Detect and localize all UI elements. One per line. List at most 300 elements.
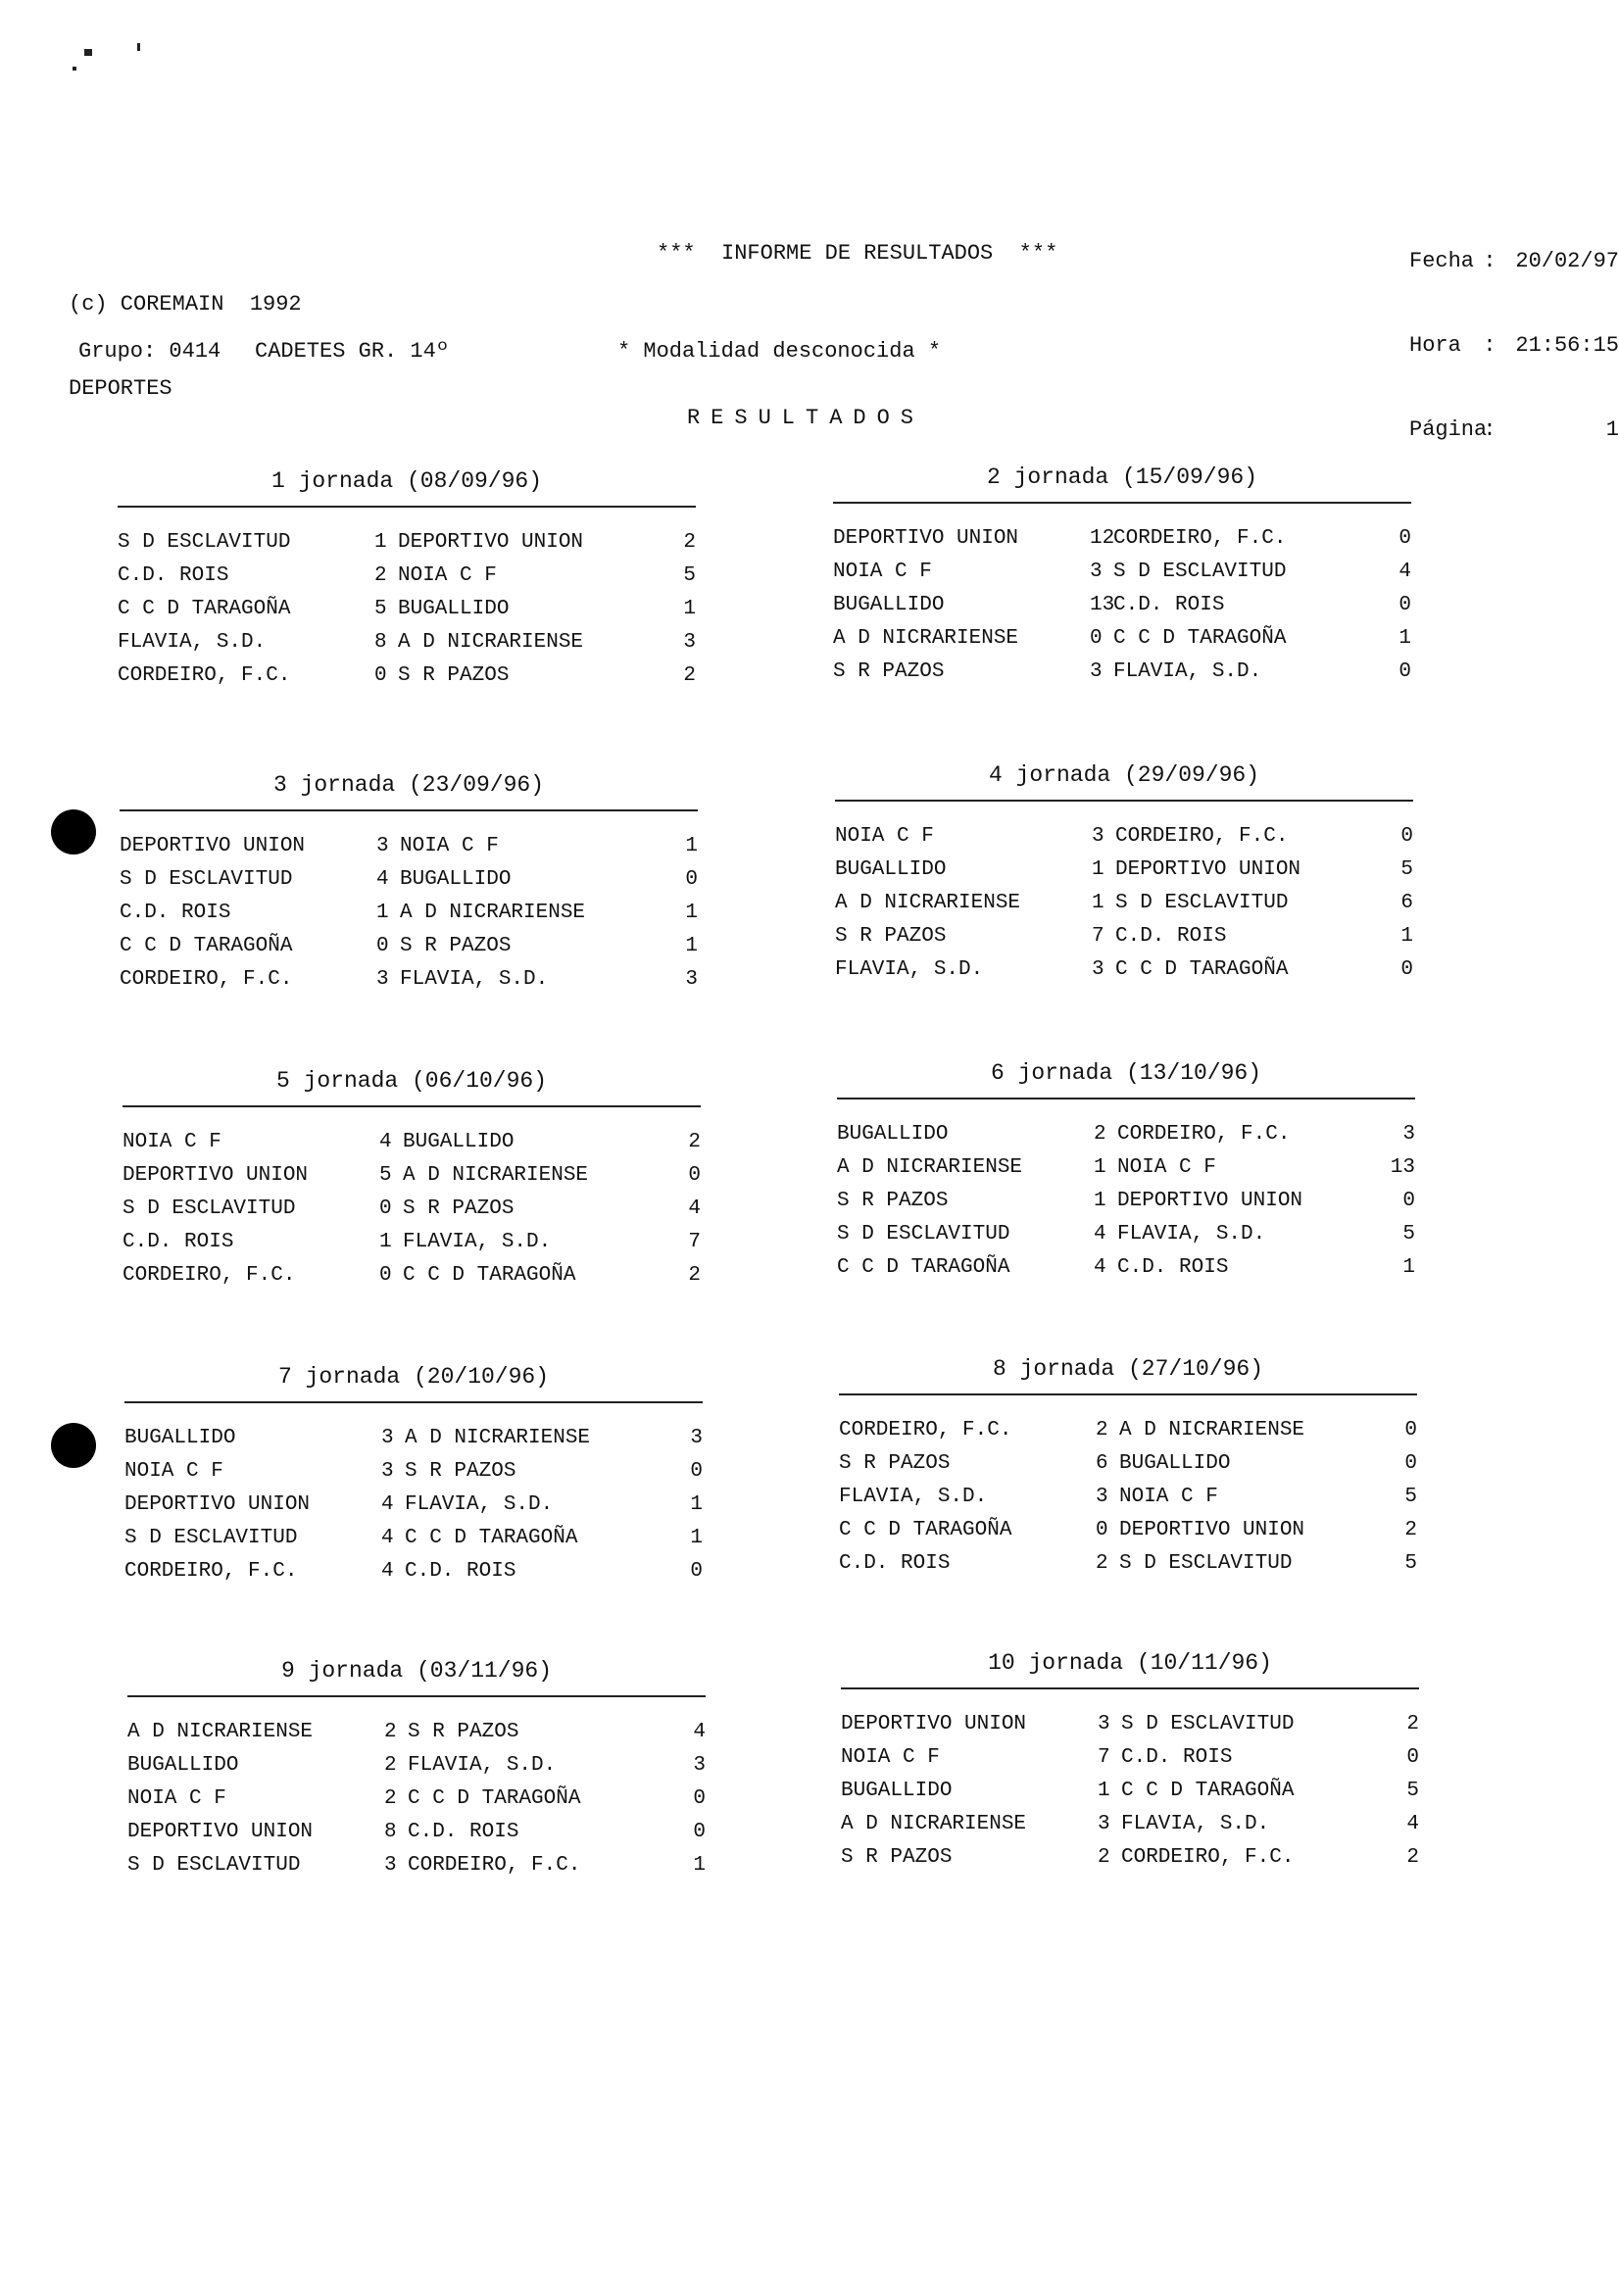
fecha-label: Fecha (1409, 249, 1475, 273)
match-row (124, 1554, 703, 1588)
away-score: 0 (1402, 1189, 1415, 1212)
home-team: C.D. ROIS (123, 1230, 234, 1253)
away-team: C C D TARAGOÑA (408, 1786, 581, 1810)
away-team: CORDEIRO, F.C. (1121, 1845, 1295, 1869)
match-row (124, 1521, 703, 1554)
round-divider (837, 1098, 1415, 1099)
home-team: S D ESCLAVITUD (120, 867, 293, 891)
round-title: 3 jornada (23/09/96) (272, 772, 545, 798)
away-score: 7 (688, 1230, 701, 1253)
away-score: 1 (690, 1492, 703, 1516)
home-score: 4 (379, 1130, 392, 1153)
scan-speck (73, 67, 76, 71)
home-score: 4 (381, 1492, 394, 1516)
away-score: 0 (1406, 1745, 1419, 1769)
round-title: 8 jornada (27/10/96) (992, 1356, 1264, 1382)
home-score: 3 (1090, 659, 1103, 683)
home-score: 8 (374, 630, 387, 654)
away-score: 5 (1400, 857, 1413, 881)
away-team: FLAVIA, S.D. (1121, 1812, 1270, 1835)
away-team: FLAVIA, S.D. (1113, 659, 1262, 683)
home-team: S R PAZOS (835, 924, 947, 948)
home-team: BUGALLIDO (124, 1426, 236, 1449)
home-score: 8 (384, 1820, 397, 1843)
away-team: DEPORTIVO UNION (1115, 857, 1301, 881)
home-team: DEPORTIVO UNION (120, 834, 306, 857)
home-team: C C D TARAGOÑA (837, 1255, 1010, 1279)
home-team: A D NICRARIENSE (833, 626, 1019, 650)
home-score: 1 (1098, 1779, 1110, 1802)
round-divider (127, 1695, 706, 1697)
home-team: A D NICRARIENSE (127, 1720, 314, 1743)
home-score: 7 (1092, 924, 1104, 948)
punch-hole (51, 809, 96, 855)
away-team: FLAVIA, S.D. (400, 967, 549, 991)
away-score: 1 (685, 901, 698, 924)
match-row (120, 896, 698, 929)
match-row (118, 592, 696, 625)
scan-speck (84, 49, 92, 56)
pagina-sep: : (1483, 417, 1496, 442)
away-score: 5 (1404, 1485, 1417, 1508)
home-team: CORDEIRO, F.C. (120, 967, 293, 991)
home-score: 1 (374, 530, 387, 554)
match-row (123, 1158, 701, 1192)
away-team: NOIA C F (398, 563, 497, 587)
home-score: 0 (379, 1263, 392, 1287)
away-score: 13 (1390, 1155, 1415, 1179)
home-score: 1 (379, 1230, 392, 1253)
match-row (123, 1125, 701, 1158)
match-row (118, 659, 696, 692)
away-score: 4 (1398, 560, 1411, 583)
match-row (839, 1513, 1417, 1546)
round-block (841, 1650, 1419, 1874)
home-team: S D ESCLAVITUD (127, 1853, 301, 1877)
match-row (118, 625, 696, 659)
round-block (123, 1068, 701, 1292)
home-team: S R PAZOS (841, 1845, 953, 1869)
round-divider (124, 1401, 703, 1403)
away-team: A D NICRARIENSE (405, 1426, 591, 1449)
away-team: S R PAZOS (400, 934, 512, 957)
round-block (839, 1356, 1417, 1580)
away-team: S R PAZOS (408, 1720, 519, 1743)
group-modality: * Modalidad desconocida * (617, 339, 942, 364)
home-team: S R PAZOS (837, 1189, 949, 1212)
away-score: 0 (1404, 1418, 1417, 1441)
away-team: CORDEIRO, F.C. (1117, 1122, 1291, 1146)
home-team: C.D. ROIS (839, 1551, 951, 1575)
away-score: 0 (1400, 957, 1413, 981)
away-score: 5 (1406, 1779, 1419, 1802)
punch-hole (51, 1423, 96, 1468)
home-score: 2 (1094, 1122, 1106, 1146)
away-score: 0 (693, 1786, 706, 1810)
group-line (78, 339, 941, 364)
round-title: 9 jornada (03/11/96) (280, 1658, 553, 1684)
away-team: FLAVIA, S.D. (405, 1492, 554, 1516)
home-team: BUGALLIDO (835, 857, 947, 881)
home-team: DEPORTIVO UNION (833, 526, 1019, 550)
match-row (835, 919, 1413, 953)
match-row (839, 1413, 1417, 1446)
away-team: BUGALLIDO (1119, 1451, 1231, 1475)
home-score: 2 (384, 1786, 397, 1810)
home-team: S D ESCLAVITUD (124, 1526, 298, 1549)
match-row (123, 1225, 701, 1258)
away-score: 2 (1406, 1845, 1419, 1869)
away-score: 1 (690, 1526, 703, 1549)
away-team: DEPORTIVO UNION (1117, 1189, 1303, 1212)
home-score: 3 (1098, 1712, 1110, 1735)
home-score: 7 (1098, 1745, 1110, 1769)
home-team: CORDEIRO, F.C. (124, 1559, 298, 1583)
away-score: 0 (688, 1163, 701, 1187)
home-score: 2 (1098, 1845, 1110, 1869)
home-team: DEPORTIVO UNION (124, 1492, 311, 1516)
match-row (120, 929, 698, 962)
away-team: A D NICRARIENSE (403, 1163, 589, 1187)
round-divider (839, 1393, 1417, 1395)
away-team: C C D TARAGOÑA (403, 1263, 576, 1287)
home-team: FLAVIA, S.D. (835, 957, 984, 981)
scan-speck (137, 43, 140, 51)
pagina-value: 1 (1605, 417, 1619, 442)
match-row (839, 1546, 1417, 1580)
match-row (837, 1117, 1415, 1150)
away-team: S R PAZOS (403, 1197, 515, 1220)
home-team: C.D. ROIS (118, 563, 229, 587)
away-team: BUGALLIDO (403, 1130, 515, 1153)
home-team: A D NICRARIENSE (841, 1812, 1027, 1835)
round-block (835, 762, 1413, 986)
away-team: A D NICRARIENSE (1119, 1418, 1305, 1441)
round-divider (123, 1105, 701, 1107)
home-score: 3 (1098, 1812, 1110, 1835)
away-team: S R PAZOS (398, 663, 510, 687)
match-row (118, 559, 696, 592)
report-title: *** INFORME DE RESULTADOS *** (657, 241, 1058, 266)
round-title: 5 jornada (06/10/96) (275, 1068, 548, 1094)
home-team: NOIA C F (835, 824, 934, 848)
home-team: DEPORTIVO UNION (127, 1820, 314, 1843)
match-row (841, 1740, 1419, 1774)
home-team: NOIA C F (127, 1786, 226, 1810)
away-score: 4 (688, 1197, 701, 1220)
away-team: FLAVIA, S.D. (408, 1753, 557, 1777)
away-score: 4 (1406, 1812, 1419, 1835)
away-team: NOIA C F (1119, 1485, 1218, 1508)
round-divider (841, 1687, 1419, 1689)
hora-row (1409, 333, 1619, 366)
away-score: 3 (685, 967, 698, 991)
home-score: 3 (381, 1459, 394, 1483)
home-score: 5 (379, 1163, 392, 1187)
round-divider (835, 800, 1413, 802)
away-team: C.D. ROIS (1113, 593, 1225, 616)
home-team: BUGALLIDO (841, 1779, 953, 1802)
home-team: NOIA C F (124, 1459, 223, 1483)
match-row (835, 953, 1413, 986)
hora-label: Hora (1409, 333, 1461, 358)
match-row (837, 1217, 1415, 1250)
round-block (124, 1364, 703, 1588)
home-team: DEPORTIVO UNION (841, 1712, 1027, 1735)
away-team: C.D. ROIS (1121, 1745, 1233, 1769)
home-team: FLAVIA, S.D. (839, 1485, 988, 1508)
home-team: S R PAZOS (833, 659, 945, 683)
away-score: 0 (685, 867, 698, 891)
round-divider (833, 502, 1411, 504)
home-score: 4 (1094, 1222, 1106, 1246)
home-team: C C D TARAGOÑA (118, 597, 291, 620)
home-score: 1 (376, 901, 389, 924)
away-team: A D NICRARIENSE (400, 901, 586, 924)
match-row (127, 1782, 706, 1815)
home-score: 3 (376, 967, 389, 991)
away-team: CORDEIRO, F.C. (408, 1853, 581, 1877)
away-team: BUGALLIDO (400, 867, 512, 891)
away-score: 0 (693, 1820, 706, 1843)
away-score: 1 (685, 934, 698, 957)
department: DEPORTES (69, 376, 172, 401)
away-score: 4 (693, 1720, 706, 1743)
away-score: 2 (1406, 1712, 1419, 1735)
match-row (841, 1840, 1419, 1874)
match-row (120, 862, 698, 896)
match-row (833, 521, 1411, 555)
away-team: C C D TARAGOÑA (1121, 1779, 1295, 1802)
home-score: 12 (1090, 526, 1115, 550)
away-team: C C D TARAGOÑA (1115, 957, 1289, 981)
away-score: 1 (1400, 924, 1413, 948)
home-score: 3 (1096, 1485, 1108, 1508)
match-row (839, 1480, 1417, 1513)
away-score: 0 (690, 1559, 703, 1583)
round-title: 4 jornada (29/09/96) (988, 762, 1260, 788)
away-team: FLAVIA, S.D. (403, 1230, 552, 1253)
home-score: 4 (381, 1559, 394, 1583)
home-score: 4 (376, 867, 389, 891)
home-team: FLAVIA, S.D. (118, 630, 267, 654)
header-meta (1409, 198, 1619, 502)
away-team: CORDEIRO, F.C. (1115, 824, 1289, 848)
home-score: 3 (384, 1853, 397, 1877)
home-score: 3 (1090, 560, 1103, 583)
home-score: 1 (1092, 857, 1104, 881)
round-title: 1 jornada (08/09/96) (270, 468, 543, 494)
home-score: 3 (1092, 957, 1104, 981)
home-team: NOIA C F (833, 560, 932, 583)
round-title: 2 jornada (15/09/96) (986, 464, 1258, 490)
away-team: C.D. ROIS (1115, 924, 1227, 948)
away-team: C.D. ROIS (1117, 1255, 1229, 1279)
match-row (839, 1446, 1417, 1480)
home-score: 5 (374, 597, 387, 620)
away-score: 1 (1398, 626, 1411, 650)
match-row (124, 1454, 703, 1488)
home-score: 0 (379, 1197, 392, 1220)
away-score: 0 (1398, 593, 1411, 616)
away-team: C C D TARAGOÑA (1113, 626, 1287, 650)
match-row (837, 1150, 1415, 1184)
home-score: 4 (1094, 1255, 1106, 1279)
match-row (120, 829, 698, 862)
home-score: 2 (1096, 1551, 1108, 1575)
away-team: BUGALLIDO (398, 597, 510, 620)
home-score: 4 (381, 1526, 394, 1549)
match-row (833, 555, 1411, 588)
match-row (124, 1421, 703, 1454)
home-score: 0 (1096, 1518, 1108, 1541)
home-team: CORDEIRO, F.C. (123, 1263, 296, 1287)
away-score: 3 (683, 630, 696, 654)
away-score: 1 (685, 834, 698, 857)
away-score: 5 (1404, 1551, 1417, 1575)
round-block (833, 464, 1411, 688)
home-score: 3 (376, 834, 389, 857)
home-score: 1 (1092, 891, 1104, 914)
away-team: S R PAZOS (405, 1459, 516, 1483)
match-row (835, 853, 1413, 886)
away-team: S D ESCLAVITUD (1121, 1712, 1295, 1735)
round-divider (120, 809, 698, 811)
home-score: 2 (384, 1720, 397, 1743)
away-team: A D NICRARIENSE (398, 630, 584, 654)
group-category: CADETES GR. 14º (255, 339, 450, 364)
hora-value: 21:56:15 (1515, 333, 1619, 358)
home-team: A D NICRARIENSE (837, 1155, 1023, 1179)
match-row (127, 1715, 706, 1748)
away-team: C.D. ROIS (408, 1820, 519, 1843)
away-score: 3 (690, 1426, 703, 1449)
home-score: 1 (1094, 1155, 1106, 1179)
match-row (841, 1707, 1419, 1740)
home-score: 0 (376, 934, 389, 957)
home-team: C C D TARAGOÑA (120, 934, 293, 957)
match-row (837, 1250, 1415, 1284)
home-score: 0 (374, 663, 387, 687)
home-team: CORDEIRO, F.C. (118, 663, 291, 687)
away-team: S D ESCLAVITUD (1115, 891, 1289, 914)
match-row (127, 1848, 706, 1881)
hora-sep: : (1483, 333, 1496, 358)
match-row (118, 525, 696, 559)
away-score: 2 (1404, 1518, 1417, 1541)
home-team: S R PAZOS (839, 1451, 951, 1475)
home-team: A D NICRARIENSE (835, 891, 1021, 914)
away-team: FLAVIA, S.D. (1117, 1222, 1266, 1246)
away-score: 5 (1402, 1222, 1415, 1246)
match-row (123, 1258, 701, 1292)
home-team: NOIA C F (841, 1745, 940, 1769)
home-team: S D ESCLAVITUD (123, 1197, 296, 1220)
home-team: BUGALLIDO (837, 1122, 949, 1146)
round-block (127, 1658, 706, 1881)
away-score: 2 (688, 1130, 701, 1153)
home-team: NOIA C F (123, 1130, 221, 1153)
away-score: 2 (683, 663, 696, 687)
home-score: 3 (1092, 824, 1104, 848)
match-row (841, 1807, 1419, 1840)
match-row (124, 1488, 703, 1521)
match-row (835, 886, 1413, 919)
home-score: 6 (1096, 1451, 1108, 1475)
home-team: S D ESCLAVITUD (118, 530, 291, 554)
away-team: NOIA C F (1117, 1155, 1216, 1179)
fecha-value: 20/02/97 (1515, 249, 1619, 273)
home-team: BUGALLIDO (127, 1753, 239, 1777)
home-score: 3 (381, 1426, 394, 1449)
away-score: 0 (1398, 526, 1411, 550)
home-team: C C D TARAGOÑA (839, 1518, 1012, 1541)
home-score: 2 (374, 563, 387, 587)
copyright: (c) COREMAIN 1992 (69, 292, 302, 317)
match-row (127, 1815, 706, 1848)
match-row (833, 588, 1411, 621)
away-team: S D ESCLAVITUD (1119, 1551, 1293, 1575)
group-label: Grupo: 0414 (78, 339, 221, 364)
match-row (835, 819, 1413, 853)
fecha-row (1409, 249, 1619, 282)
match-row (841, 1774, 1419, 1807)
away-score: 2 (683, 530, 696, 554)
away-team: NOIA C F (400, 834, 499, 857)
away-score: 1 (683, 597, 696, 620)
round-divider (118, 506, 696, 508)
home-score: 2 (384, 1753, 397, 1777)
fecha-sep: : (1483, 249, 1496, 273)
away-score: 2 (688, 1263, 701, 1287)
away-score: 1 (1402, 1255, 1415, 1279)
round-block (837, 1060, 1415, 1284)
match-row (120, 962, 698, 996)
match-row (123, 1192, 701, 1225)
away-team: CORDEIRO, F.C. (1113, 526, 1287, 550)
home-team: DEPORTIVO UNION (123, 1163, 309, 1187)
away-score: 0 (1404, 1451, 1417, 1475)
home-score: 0 (1090, 626, 1103, 650)
round-title: 10 jornada (10/11/96) (988, 1650, 1272, 1676)
home-team: C.D. ROIS (120, 901, 231, 924)
away-team: C.D. ROIS (405, 1559, 516, 1583)
home-team: BUGALLIDO (833, 593, 945, 616)
home-team: CORDEIRO, F.C. (839, 1418, 1012, 1441)
away-score: 3 (1402, 1122, 1415, 1146)
match-row (837, 1184, 1415, 1217)
away-score: 5 (683, 563, 696, 587)
away-team: S D ESCLAVITUD (1113, 560, 1287, 583)
match-row (833, 655, 1411, 688)
match-row (127, 1748, 706, 1782)
away-team: DEPORTIVO UNION (398, 530, 584, 554)
round-title: 6 jornada (13/10/96) (990, 1060, 1262, 1086)
away-score: 1 (693, 1853, 706, 1877)
home-score: 2 (1096, 1418, 1108, 1441)
round-title: 7 jornada (20/10/96) (277, 1364, 550, 1390)
match-row (833, 621, 1411, 655)
round-block (118, 468, 696, 692)
away-team: C C D TARAGOÑA (405, 1526, 578, 1549)
away-score: 0 (1398, 659, 1411, 683)
section-title: RESULTADOS (686, 406, 925, 430)
away-score: 0 (1400, 824, 1413, 848)
away-score: 6 (1400, 891, 1413, 914)
home-score: 13 (1090, 593, 1115, 616)
home-score: 1 (1094, 1189, 1106, 1212)
away-score: 3 (693, 1753, 706, 1777)
